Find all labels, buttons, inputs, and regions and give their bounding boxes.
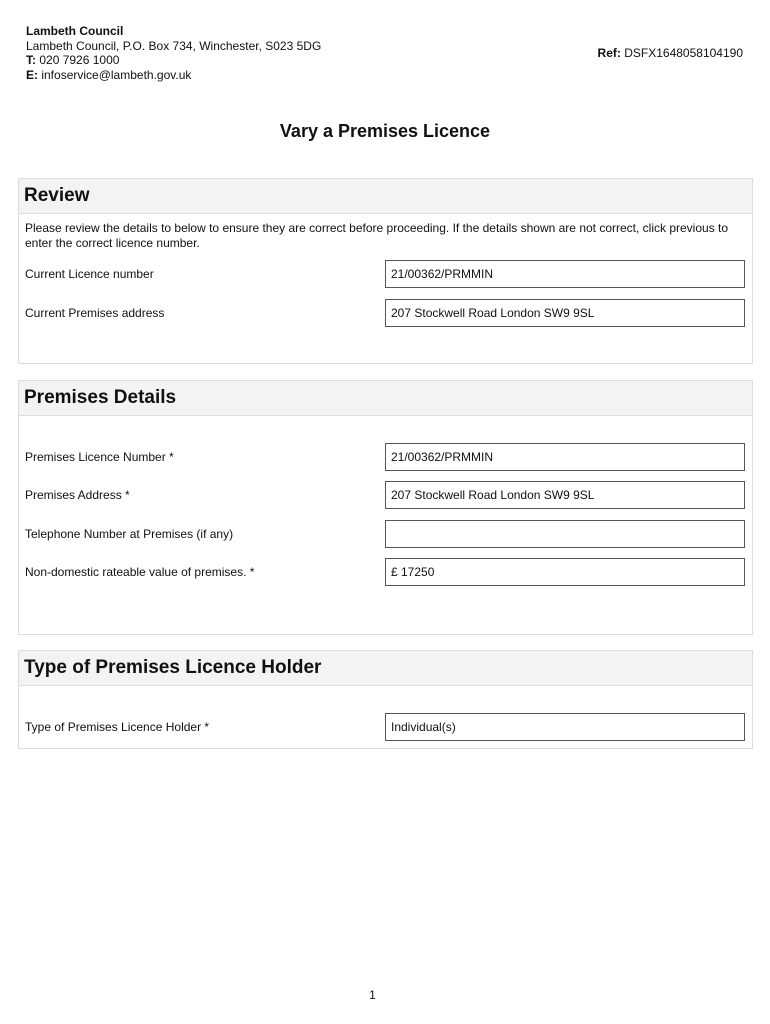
licence-holder-type-field[interactable]: Individual(s) bbox=[385, 713, 745, 741]
current-address-field[interactable]: 207 Stockwell Road London SW9 9SL bbox=[385, 299, 745, 327]
licence-holder-type-row bbox=[25, 713, 746, 741]
tel-value: 020 7926 1000 bbox=[39, 53, 120, 67]
premises-telephone-label: Telephone Number at Premises (if any) bbox=[25, 527, 234, 541]
page-title: Vary a Premises Licence bbox=[279, 121, 491, 141]
current-address-label: Current Premises address bbox=[25, 306, 165, 320]
current-licence-field[interactable]: 21/00362/PRMMIN bbox=[385, 260, 745, 288]
review-heading: Review bbox=[19, 179, 752, 214]
reference bbox=[598, 46, 743, 60]
ref-value: DSFX1648058104190 bbox=[624, 46, 743, 60]
licence-holder-type-label: Type of Premises Licence Holder * bbox=[25, 720, 210, 734]
council-contact-block bbox=[26, 24, 321, 82]
review-instructions: Please review the details to below to ensure they are correct before proceeding. If the details shown are not correct, click previous to enter the correct licence number. bbox=[25, 221, 729, 250]
ref-label: Ref: bbox=[597, 46, 621, 60]
current-address-row bbox=[25, 299, 746, 327]
rateable-value-row bbox=[25, 558, 746, 586]
council-address: Lambeth Council, P.O. Box 734, Winchester, S023 5DG bbox=[26, 38, 322, 53]
premises-licence-number-row bbox=[25, 443, 746, 471]
email-label: E: bbox=[26, 67, 38, 82]
premises-address-row bbox=[25, 481, 746, 509]
email-value: infoservice@lambeth.gov.uk bbox=[41, 67, 192, 82]
premises-address-field[interactable]: 207 Stockwell Road London SW9 9SL bbox=[385, 481, 745, 509]
premises-details-section bbox=[18, 380, 753, 635]
tel-label: T: bbox=[26, 53, 36, 67]
premises-address-label: Premises Address * bbox=[25, 488, 130, 502]
licence-holder-section bbox=[18, 650, 753, 749]
rateable-value-label: Non-domestic rateable value of premises. * bbox=[25, 565, 255, 579]
current-licence-row bbox=[25, 260, 746, 288]
rateable-value-field[interactable]: £ 17250 bbox=[385, 558, 745, 586]
page-number: 1 bbox=[369, 988, 376, 1002]
council-email bbox=[26, 68, 321, 83]
premises-details-heading: Premises Details bbox=[19, 381, 752, 416]
licence-holder-heading: Type of Premises Licence Holder bbox=[19, 651, 752, 686]
premises-telephone-field[interactable] bbox=[385, 520, 745, 548]
council-telephone bbox=[26, 53, 321, 68]
premises-licence-number-label: Premises Licence Number * bbox=[25, 450, 174, 464]
council-name: Lambeth Council bbox=[26, 24, 124, 38]
premises-licence-number-field[interactable]: 21/00362/PRMMIN bbox=[385, 443, 745, 471]
review-section bbox=[18, 178, 753, 364]
current-licence-label: Current Licence number bbox=[25, 267, 154, 281]
premises-telephone-row bbox=[25, 520, 746, 548]
